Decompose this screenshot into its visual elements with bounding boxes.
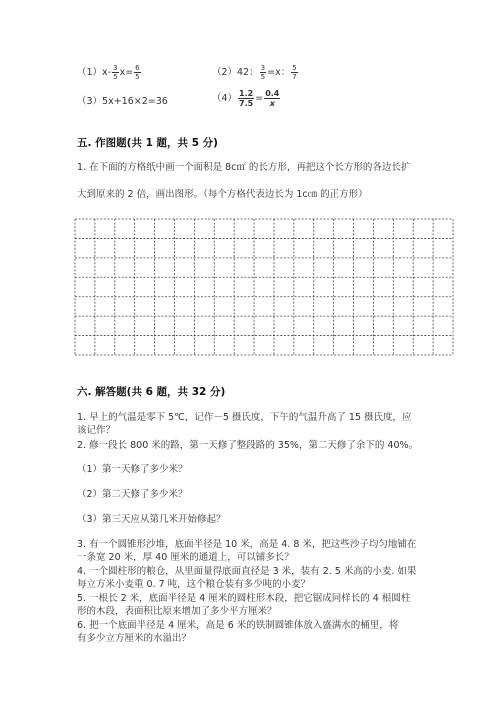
section-5-heading: 五. 作图题(共 1 题，共 5 分) [77,137,218,149]
fraction [291,64,297,81]
equation-term: 42： [237,67,259,78]
fraction-numerator: 3 [113,64,118,72]
equation-label: （3） [77,96,103,107]
question-text: 每立方米小麦重 0. 7 吨，这个粮仓装有多少吨的小麦？ [77,579,311,590]
fraction-denominator: 5 [260,73,266,81]
fraction-denominator: 7.5 [239,99,254,108]
equation-term: x= [119,67,134,78]
fraction-numerator: 6 [135,64,140,72]
equation-4 [212,89,281,108]
fraction-numerator: 1.2 [239,89,254,98]
grid-lines [74,218,454,356]
question-text: 4. 一个圆柱形的粮仓，从里面量得底面直径是 3 米，装有 2. 5 米高的小麦. 如果 [77,566,417,577]
section-6-heading: 六. 解答题(共 6 题，共 32 分) [77,386,226,398]
sub-question: （3）第三天应从第几米开始修起？ [77,514,226,525]
question-text: 该记作？ [77,425,116,436]
fraction-denominator: 7 [292,73,297,81]
fraction [260,64,266,81]
question-text: 有多少立方厘米的水溢出？ [77,633,192,644]
question-text: 1. 早上的气温是零下 5℃，记作－5 摄氏度，下午的气温升高了 15 摄氏度，应 [77,412,412,423]
question-text: 6. 把一个底面半径是 4 厘米，高是 6 米的铁制圆锥体放入盛满水的桶里，将 [77,620,399,631]
sub-question: （2）第二天修了多少米？ [77,489,188,500]
question-text: 2. 修一段长 800 米的路，第一天修了整段路的 35%，第二天修了余下的 40%。 [77,440,419,451]
equation-2 [212,64,299,81]
equation-label: （2） [212,67,238,78]
equation-term: = [255,93,264,104]
question-text: 5. 一根长 2 米，底面半径是 4 厘米的圆柱形木段，把它锯成同样长的 4 根圆柱 [77,593,411,604]
fraction-denominator: 5 [135,73,140,81]
fraction [264,89,280,108]
fraction-numerator: 0.4 [265,89,280,98]
fraction-numerator: 3 [260,64,266,72]
equation-term: =x： [267,67,291,78]
equation-1 [77,64,142,81]
fraction [112,64,118,81]
question-text: 一条宽 20 米，厚 40 厘米的通道上，可以铺多长？ [77,552,294,563]
fraction [134,64,140,81]
fraction [238,89,254,108]
equation-term: x- [102,67,112,78]
equation-label: （1） [77,67,103,78]
graph-paper-grid[interactable] [74,218,454,356]
equation-3 [77,93,168,107]
question-text: 3. 有一个圆锥形沙堆，底面半径是 10 米，高是 4. 8 米，把这些沙子均匀地铺在 [77,539,417,550]
question-text: 大到原来的 2 倍，画出图形。（每个方格代表边长为 1c㎝ 的正方形） [77,189,368,200]
sub-question: （1）第一天修了多少米？ [77,464,188,475]
fraction-denominator: x [269,99,275,108]
fraction-numerator: 5 [292,64,297,72]
question-text: 形的木段，表面积比原来增加了多少平方厘米？ [77,606,277,617]
equation-term: 5x+16×2=36 [102,96,168,107]
equation-label: （4） [212,93,238,104]
question-text: 1. 在下面的方格纸中画一个面积是 8c㎡ 的长方形，再把这个长方形的各边长扩 [77,162,411,173]
fraction-denominator: 5 [113,73,118,81]
